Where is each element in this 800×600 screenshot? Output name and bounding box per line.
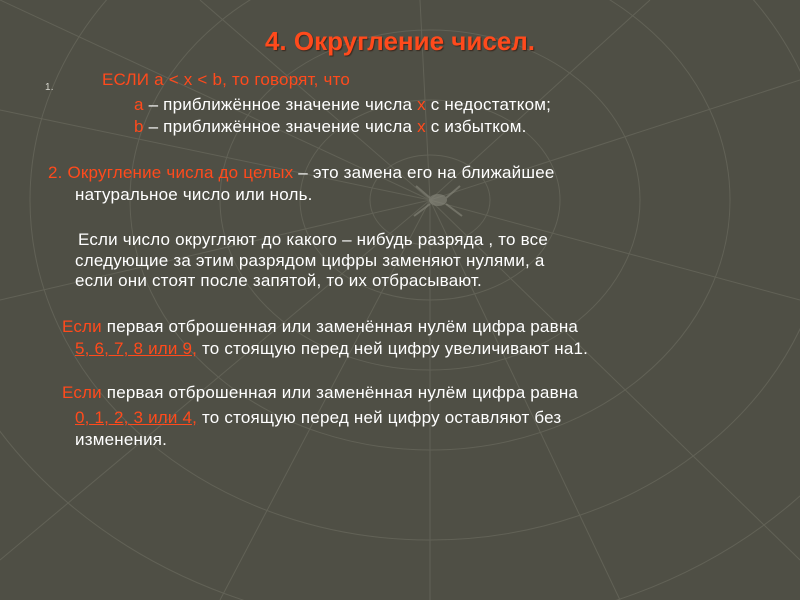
section2-line2: натуральное число или ноль.	[75, 185, 313, 204]
para3-line3: если они стоят после запятой, то их отбрасывают.	[75, 271, 482, 290]
section2-line1: 2. Округление числа до целых – это замена его на ближайшее	[48, 163, 555, 182]
section1-line-a: a – приближённое значение числа x с недостатком;	[134, 95, 552, 114]
rule2-line1: Если первая отброшенная или заменённая нулём цифра равна	[62, 383, 579, 402]
section1-lead: ЕСЛИ a < x < b, то говорят, что	[102, 70, 351, 89]
rule2-line2: 0, 1, 2, 3 или 4, то стоящую перед ней цифру оставляют без	[75, 408, 562, 427]
rule2-digits: 0, 1, 2, 3 или 4,	[75, 408, 198, 427]
rule1-digits: 5, 6, 7, 8 или 9,	[75, 339, 198, 358]
rule1-line2: 5, 6, 7, 8 или 9, то стоящую перед ней цифру увеличивают на1.	[75, 339, 589, 358]
slide-title: 4. Округление чисел.	[264, 26, 536, 56]
para3-line2: следующие за этим разрядом цифры заменяют нулями, а	[75, 251, 545, 270]
section1-line-b: b – приближённое значение числа x с избытком.	[134, 117, 527, 136]
list-marker: 1.	[45, 82, 54, 93]
rule2-line3: изменения.	[75, 430, 168, 449]
rule1-line1: Если первая отброшенная или заменённая нулём цифра равна	[62, 317, 579, 336]
para3-line1: Если число округляют до какого – нибудь разряда , то все	[78, 230, 549, 249]
